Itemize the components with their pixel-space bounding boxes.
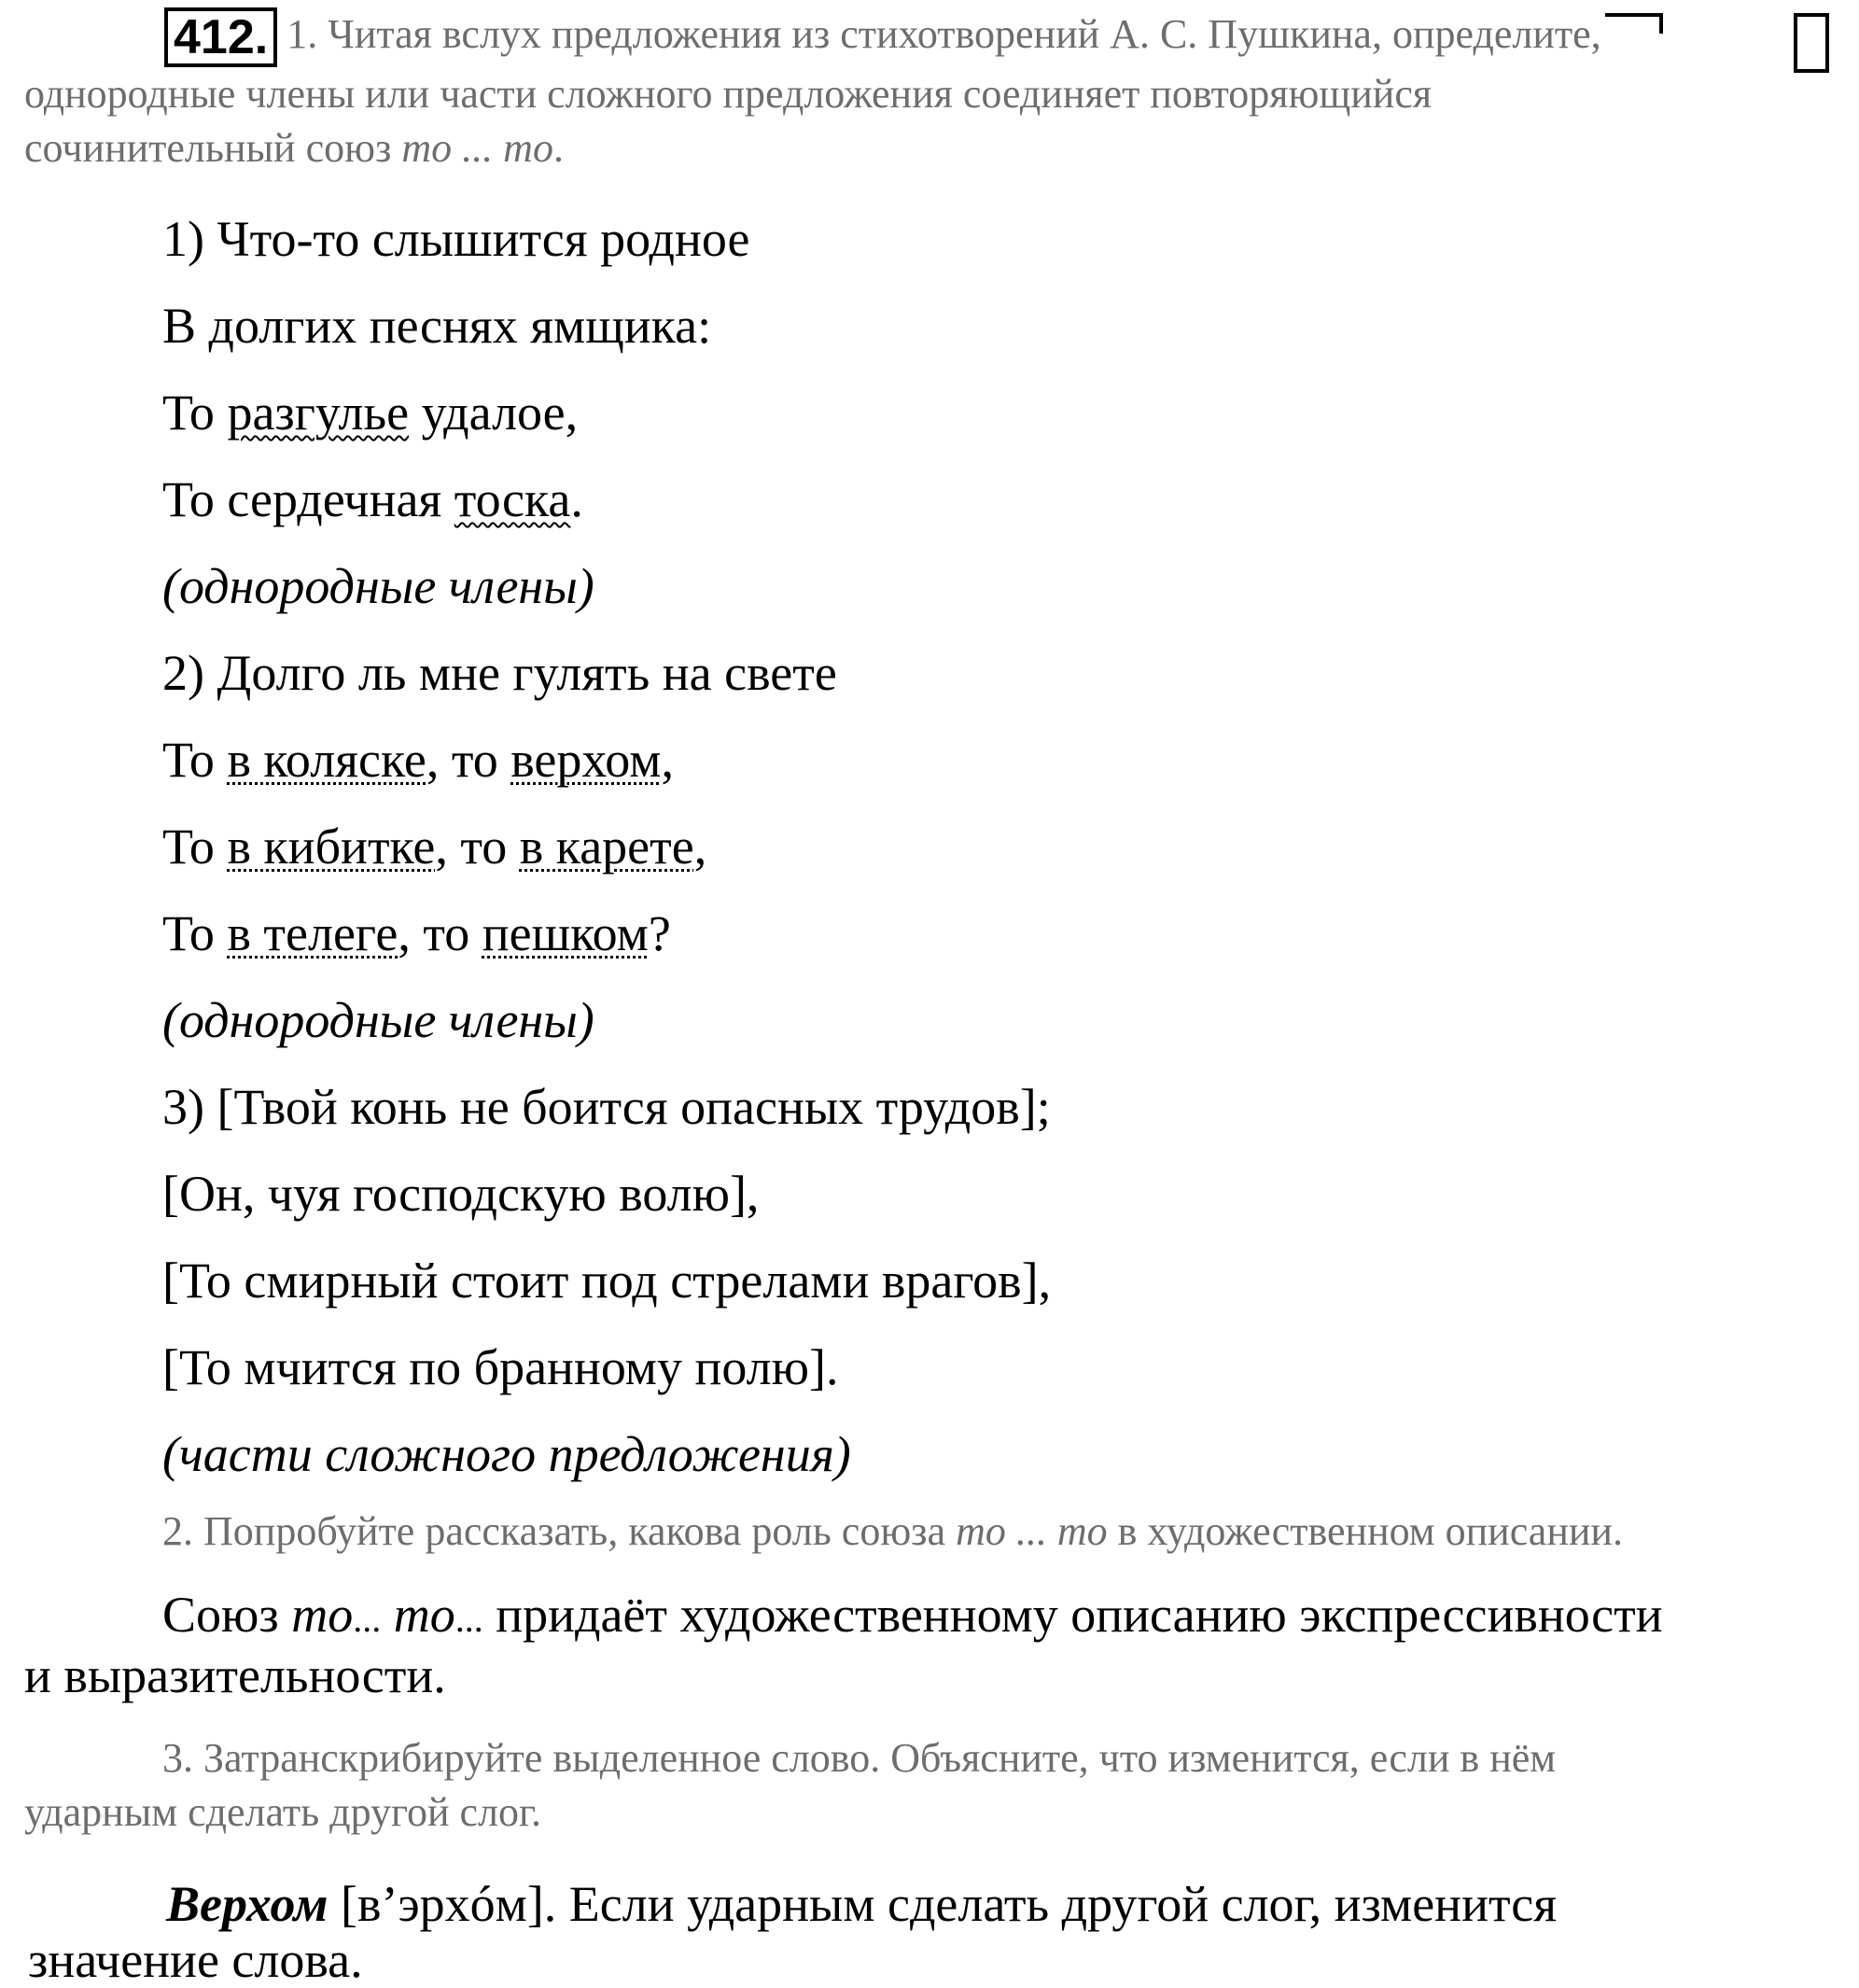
task-2-text: 2. Попробуйте рассказать, какова роль союза xyxy=(162,1508,957,1554)
text-segment: придаёт художественному описанию экспрессивности xyxy=(482,1587,1663,1643)
ellipsis: ... xyxy=(353,1598,382,1640)
poem-1 xyxy=(162,211,1051,1482)
answer-2 xyxy=(24,1587,1840,1703)
task-2-conjunction: то ... то xyxy=(956,1508,1108,1554)
answer-3-line-2: значение слова. xyxy=(28,1932,363,1988)
underlined-circumstance: в коляске xyxy=(227,732,426,788)
poem-3-line-1: 3) [Твой конь не боится опасных трудов]; xyxy=(162,1079,1051,1135)
poem-2-note: (однородные члены) xyxy=(162,992,594,1048)
text-segment: . Если ударным сделать другой слог, изменится xyxy=(543,1876,1558,1932)
underlined-circumstance: верхом xyxy=(510,732,662,788)
text-segment: ? xyxy=(648,905,671,961)
text-segment: , то xyxy=(426,732,511,788)
conjunction-part: то xyxy=(393,1587,455,1643)
underlined-subject: тоска xyxy=(454,471,571,527)
answer-3 xyxy=(28,1876,1840,1988)
text-segment: . xyxy=(570,471,583,527)
task-1-line-3: сочинительный союз xyxy=(24,125,392,171)
text-segment: Союз xyxy=(162,1587,292,1643)
conjunction-part: то xyxy=(291,1587,354,1643)
ellipsis: ... xyxy=(454,1598,483,1640)
task-3-line-1: 3. Затранскрибируйте выделенное слово. Объясните, что изменится, если в нём xyxy=(162,1735,1557,1781)
poem-1-line-4 xyxy=(162,471,1051,527)
poem-2-line-3 xyxy=(162,819,1051,875)
poem-1-line-1: 1) Что-то слышится родное xyxy=(162,211,750,267)
answer-3-line-1 xyxy=(28,1876,1840,1932)
underlined-subject: разгулье xyxy=(227,385,410,441)
text-segment: То xyxy=(162,905,228,961)
text-segment: , xyxy=(693,819,707,875)
answer-2-line-2: и выразительности. xyxy=(24,1647,446,1703)
poem-2-line-2 xyxy=(162,732,1051,788)
task-2 xyxy=(162,1505,1846,1559)
poem-3-note: (части сложного предложения) xyxy=(162,1426,851,1482)
poem-3-line-2: [Он, чуя господскую волю], xyxy=(162,1166,760,1222)
task-3 xyxy=(24,1731,1846,1840)
text-segment: , то xyxy=(435,819,520,875)
task-1-conjunction: то ... то xyxy=(401,125,553,171)
text-segment: То xyxy=(162,732,228,788)
underlined-circumstance: пешком xyxy=(482,905,649,961)
transcription: [в’эрхóм] xyxy=(328,1876,544,1932)
highlighted-word: Верхом xyxy=(166,1876,328,1932)
poem-3-line-4: [То мчится по бранному полю]. xyxy=(162,1339,839,1395)
underlined-circumstance: в карете xyxy=(519,819,694,875)
poem-2-line-4 xyxy=(162,905,1051,961)
task-1-line-2: однородные члены или части сложного предложения соединяет повторяющийся xyxy=(24,71,1433,117)
text-segment: То xyxy=(162,819,228,875)
task-2-text-end: в художественном описании. xyxy=(1107,1508,1623,1554)
underlined-circumstance: в телеге xyxy=(227,905,398,961)
poem-2-line-1: 2) Долго ль мне гулять на свете xyxy=(162,645,837,701)
text-segment: удалое, xyxy=(409,385,579,441)
text-segment: То сердечная xyxy=(162,471,454,527)
poem-1-note: (однородные члены) xyxy=(162,558,594,614)
poem-1-line-2: В долгих песнях ямщика: xyxy=(162,298,712,354)
task-1-lead: 1. Читая вслух предложения из стихотворений А. С. Пушкина, определите, xyxy=(287,11,1601,57)
task-1 xyxy=(24,7,1846,175)
text-segment: , то xyxy=(398,905,482,961)
task-3-line-2: ударным сделать другой слог. xyxy=(24,1789,542,1835)
text-segment: , xyxy=(661,732,674,788)
task-1-period: . xyxy=(552,125,564,171)
exercise-number: 412. xyxy=(164,7,277,67)
underlined-circumstance: в кибитке xyxy=(227,819,436,875)
text-segment: То xyxy=(162,385,228,441)
poem-3-line-3: [То смирный стоит под стрелами врагов], xyxy=(162,1253,1052,1309)
answer-2-line-1 xyxy=(24,1587,1840,1647)
poem-1-line-3 xyxy=(162,385,1051,441)
